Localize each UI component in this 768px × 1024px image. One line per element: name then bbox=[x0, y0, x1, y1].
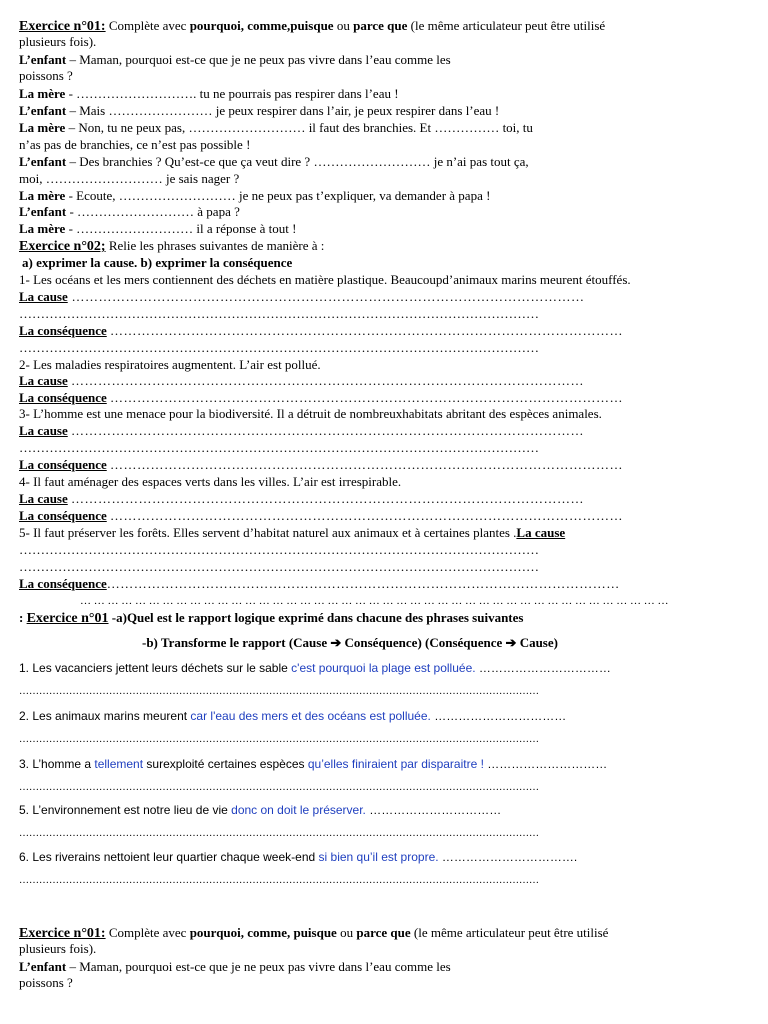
dialogue-line: n’as pas de branchies, ce n’est pas possible ! bbox=[19, 137, 251, 152]
ex3-sentence-3: 3. L’homme a tellement surexploité certaines espèces qu’elles finiraient par disparaitre ! ………………………… bbox=[19, 757, 608, 771]
answer-dots: … … … … … … … … … … … … … … … … … … … … … … … … … … … … … … … … … … … … … … … … … … … bbox=[80, 595, 669, 607]
dialogue-line: La mère - Ecoute, ……………………… je ne peux pas t’expliquer, va demander à papa ! bbox=[19, 188, 491, 203]
dialogue-line: poissons ? bbox=[19, 68, 73, 83]
ex2-options: a) exprimer la cause. b) exprimer la conséquence bbox=[22, 255, 293, 270]
ex2-instruction: Exercice n°02; Relie les phrases suivantes de manière à : bbox=[19, 238, 325, 254]
ex2-title: Exercice n°02; bbox=[19, 239, 106, 254]
ex1b-instruction-line2: plusieurs fois). bbox=[19, 941, 97, 956]
answer-dots: ………………………………………………………………………………………………………………………………………… bbox=[19, 686, 539, 697]
answer-dots: ………………………………………………………………………………………………………… bbox=[19, 440, 539, 455]
cause-line: La cause …………………………………………………………………………………………………… bbox=[19, 423, 584, 438]
ex2-item-5: 5- Il faut préserver les forêts. Elles servent d’habitat naturel aux animaux et à certaines plantes .La cause bbox=[19, 525, 566, 540]
ex3-sentence-5: 5. L’environnement est notre lieu de vie donc on doit le préserver. …………………………… bbox=[19, 803, 502, 817]
consequence-line: La conséquence…………………………………………………………………………………………………… bbox=[19, 576, 620, 591]
ex3-sentence-6: 6. Les riverains nettoient leur quartier chaque week-end si bien qu’il est propre. ……………………………. bbox=[19, 850, 578, 864]
dialogue-line: L’enfant – Mais …………………… je peux respirer dans l’air, je peux respirer dans l’eau ! bbox=[19, 103, 500, 118]
ex3-title: Exercice n°01 bbox=[26, 611, 109, 626]
dialogue-line: La mère - ……………………… il a réponse à tout ! bbox=[19, 221, 297, 236]
consequence-line: La conséquence …………………………………………………………………………………………………… bbox=[19, 508, 623, 523]
answer-dots: ………………………………………………………………………………………………………… bbox=[19, 542, 539, 557]
dialogue-line: moi, ……………………… je sais nager ? bbox=[19, 171, 240, 186]
ex3-sentence-1: 1. Les vacanciers jettent leurs déchets sur le sable c'est pourquoi la plage est polluée. …………………………… bbox=[19, 661, 611, 675]
answer-dots: ………………………………………………………………………………………………………………………………………… bbox=[19, 828, 539, 839]
answer-dots: ………………………………………………………………………………………………………… bbox=[19, 340, 539, 355]
dialogue-line: L’enfant – Des branchies ? Qu’est-ce que ça veut dire ? ……………………… je n’ai pas tout ça, bbox=[19, 154, 529, 169]
ex2-item-4: 4- Il faut aménager des espaces verts dans les villes. L’air est irrespirable. bbox=[19, 474, 402, 489]
ex3-sentence-2: 2. Les animaux marins meurent car l'eau des mers et des océans est polluée. …………………………… bbox=[19, 709, 567, 723]
answer-dots: ………………………………………………………………………………………………………… bbox=[19, 559, 539, 574]
cause-line: La cause …………………………………………………………………………………………………… bbox=[19, 289, 585, 304]
dialogue-line: L’enfant – Maman, pourquoi est-ce que je ne peux pas vivre dans l’eau comme les bbox=[19, 959, 451, 974]
answer-dots: ………………………………………………………………………………………………………………………………………… bbox=[19, 782, 539, 793]
cause-line: La cause …………………………………………………………………………………………………… bbox=[19, 491, 584, 506]
answer-dots: ………………………………………………………………………………………………………………………………………… bbox=[19, 875, 539, 886]
ex2-item-3: 3- L’homme est une menace pour la biodiversité. Il a détruit de nombreuxhabitats abritant des espèces animales. bbox=[19, 406, 602, 421]
ex1-title: Exercice n°01: bbox=[19, 19, 106, 34]
ex2-item-2: 2- Les maladies respiratoires augmentent. L’air est pollué. bbox=[19, 357, 321, 372]
dialogue-line: L’enfant – Maman, pourquoi est-ce que je ne peux pas vivre dans l’eau comme les bbox=[19, 52, 451, 67]
ex3-instruction: : Exercice n°01 -a)Quel est le rapport logique exprimé dans chacune des phrases suivantes bbox=[19, 610, 524, 626]
ex1b-title: Exercice n°01: bbox=[19, 926, 106, 941]
answer-dots: ………………………………………………………………………………………………………………………………………… bbox=[19, 734, 539, 745]
answer-dots: ………………………………………………………………………………………………………… bbox=[19, 306, 539, 321]
ex1-instruction-line2: plusieurs fois). bbox=[19, 34, 97, 49]
dialogue-line: La mère – Non, tu ne peux pas, ……………………… il faut des branchies. Et …………… toi, tu bbox=[19, 120, 533, 135]
ex3-part-b: -b) Transforme le rapport (Cause ➔ Conséquence) (Conséquence ➔ Cause) bbox=[142, 635, 558, 650]
consequence-line: La conséquence …………………………………………………………………………………………………… bbox=[19, 457, 623, 472]
ex1b-instruction: Exercice n°01: Complète avec pourquoi, comme, puisque ou parce que (le même articulateur peut être utilisé bbox=[19, 925, 609, 941]
dialogue-line: L’enfant - ……………………… à papa ? bbox=[19, 204, 240, 219]
ex2-item-1: 1- Les océans et les mers contiennent des déchets en matière plastique. Beaucoupd’animaux marins meurent étouffés. bbox=[19, 272, 631, 287]
consequence-line: La conséquence …………………………………………………………………………………………………… bbox=[19, 323, 623, 338]
cause-line: La cause …………………………………………………………………………………………………… bbox=[19, 373, 584, 388]
ex1-instruction: Exercice n°01: Complète avec pourquoi, comme,puisque ou parce que (le même articulateur peut être utilisé bbox=[19, 18, 606, 34]
dialogue-line: La mère - ………………………. tu ne pourrais pas respirer dans l’eau ! bbox=[19, 86, 399, 101]
consequence-line: La conséquence …………………………………………………………………………………………………… bbox=[19, 390, 623, 405]
dialogue-line: poissons ? bbox=[19, 975, 73, 990]
